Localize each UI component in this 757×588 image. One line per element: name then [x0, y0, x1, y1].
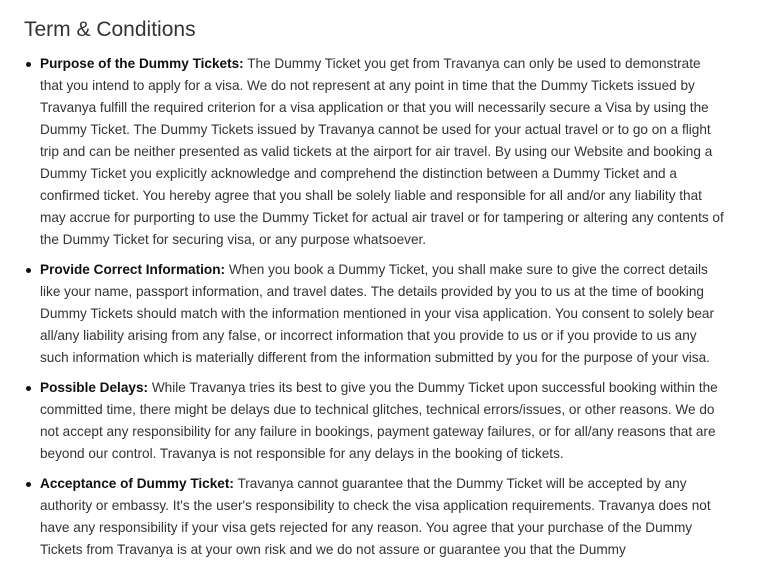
term-item-purpose	[40, 53, 724, 251]
term-text: While Travanya tries its best to give you the Dummy Ticket upon successful booking within the committed time, there might be delays due to technical glitches, technical errors/issues, or other reasons. We do not accept any responsibility for any failure in bookings, payment gateway failures, or for all/any reasons that are beyond our control. Travanya is not responsible for any delays in the booking of tickets.	[40, 380, 718, 461]
term-text: The Dummy Ticket you get from Travanya can only be used to demonstrate that you intend to apply for a visa. We do not represent at any point in time that the Dummy Tickets issued by Travanya fulfill the required criterion for a visa application or that you will necessarily secure a Visa by using the Dummy Ticket. The Dummy Tickets issued by Travanya cannot be used for your actual travel or to go on a flight trip and can be neither presented as valid tickets at the airport for air travel. By using our Website and booking a Dummy Ticket you explicitly acknowledge and comprehend the distinction between a Dummy Ticket and a confirmed ticket. You hereby agree that you shall be solely liable and responsible for all and/or any liability that may accrue for purporting to use the Dummy Ticket for actual air travel or for tampering or altering any contents of the Dummy Ticket for securing visa, or any purpose whatsoever.	[40, 56, 724, 247]
term-item-acceptance	[40, 473, 724, 561]
term-text: When you book a Dummy Ticket, you shall make sure to give the correct details like your name, passport information, and travel dates. The details provided by you to us at the time of booking Dummy Tickets should match with the information mentioned in your visa application. You consent to solely bear all/any liability arising from any false, or incorrect information that you provide to us or if you provide to us any such information which is materially different from the information submitted by you for the purpose of your visa.	[40, 262, 714, 365]
term-heading: Purpose of the Dummy Tickets:	[40, 56, 244, 71]
term-heading: Acceptance of Dummy Ticket:	[40, 476, 234, 491]
term-text: Travanya cannot guarantee that the Dummy Ticket will be accepted by any authority or embassy. It's the user's responsibility to check the visa application requirements. Travanya does not have any responsibility if your visa gets rejected for any reason. You agree that your purchase of the Dummy Tickets from Travanya is at your own risk and we do not assure or guarantee you that the Dummy	[40, 476, 711, 557]
page-title: Term & Conditions	[24, 18, 196, 41]
term-item-possible-delays	[40, 377, 724, 465]
term-item-correct-information	[40, 259, 724, 369]
term-heading: Possible Delays:	[40, 380, 149, 395]
terms-list	[40, 53, 724, 569]
term-heading: Provide Correct Information:	[40, 262, 226, 277]
